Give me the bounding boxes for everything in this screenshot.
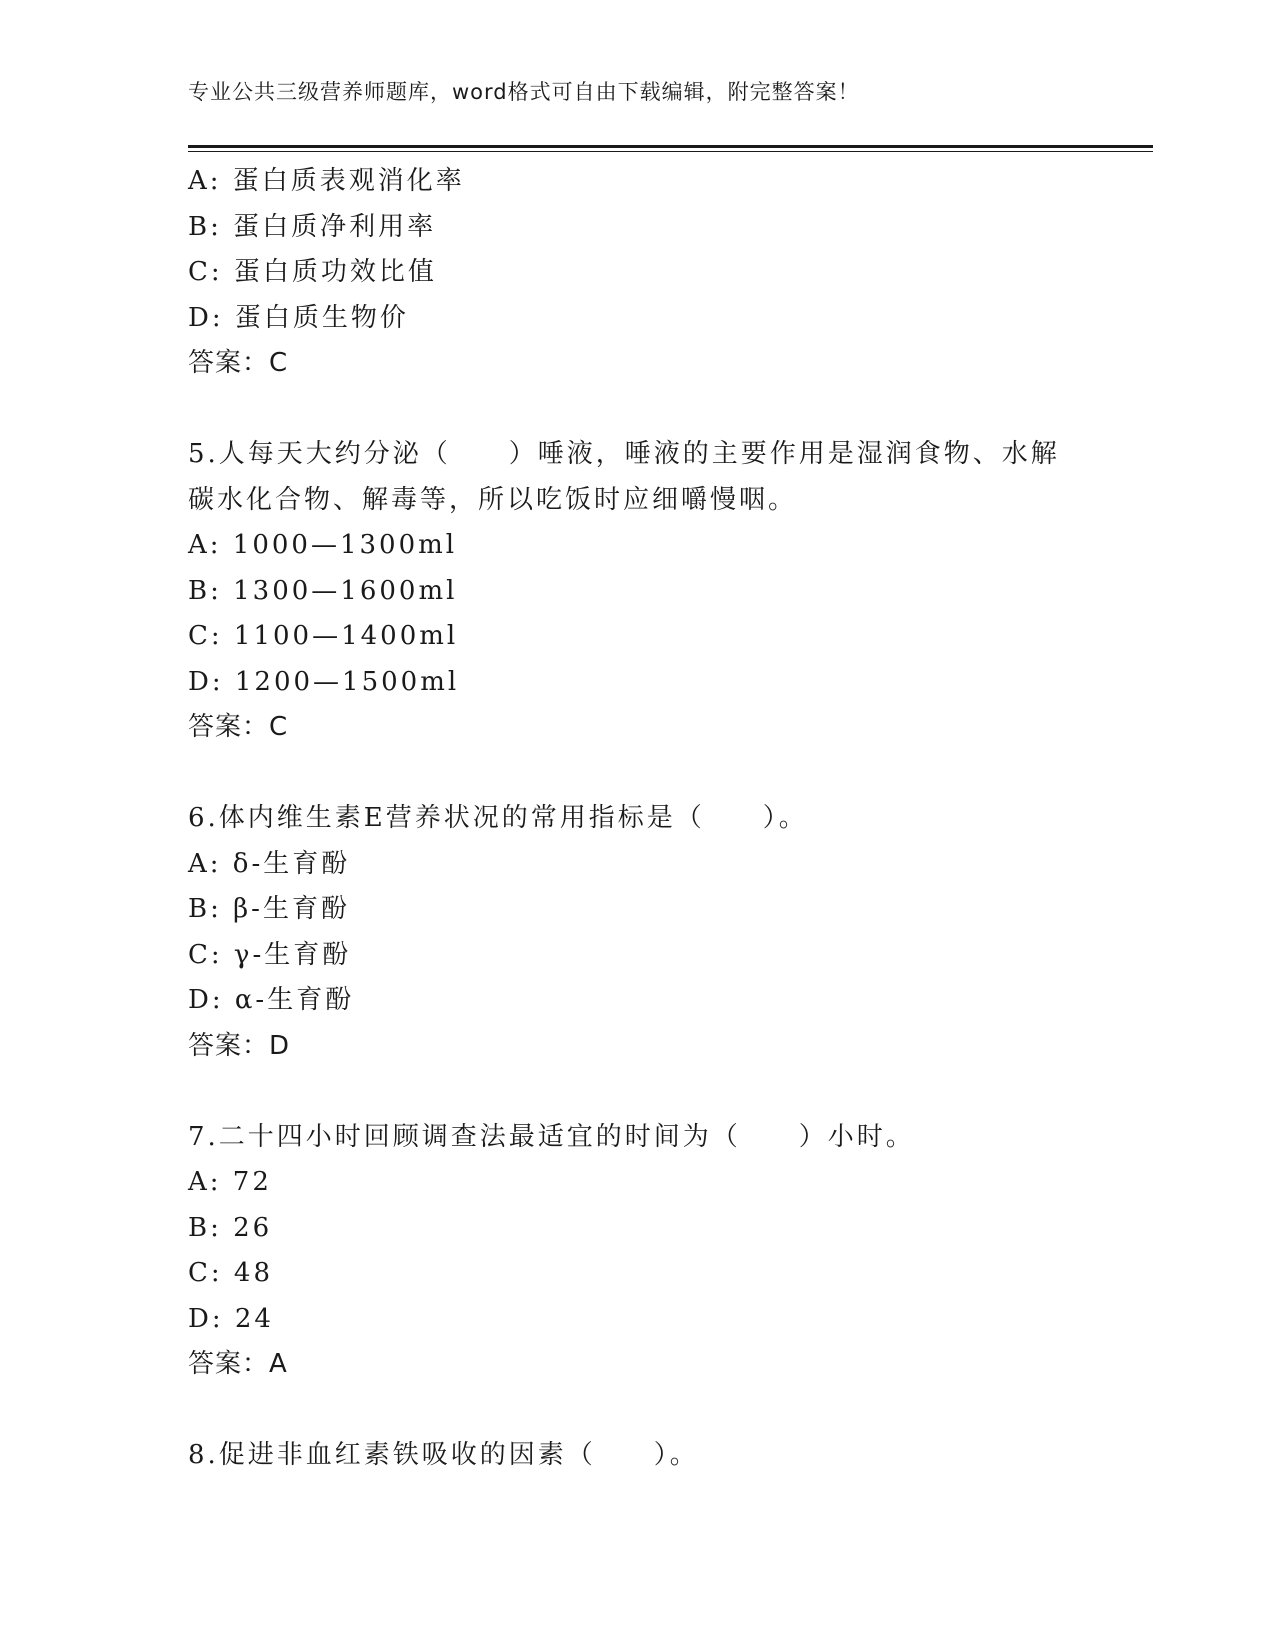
q6-option-a: A: δ-生育酚 <box>188 848 351 879</box>
q7-option-b: B: 26 <box>188 1212 273 1243</box>
q7-stem: 7.二十四小时回顾调查法最适宜的时间为（ ）小时。 <box>188 1121 915 1152</box>
spacer <box>188 751 1088 797</box>
header-rule-thick <box>188 145 1153 148</box>
q6-option-c: C: γ-生育酚 <box>188 939 352 970</box>
question-content <box>188 159 1088 1479</box>
spacer <box>188 387 1088 433</box>
q4-option-b: B: 蛋白质净利用率 <box>188 211 437 242</box>
q7-option-a: A: 72 <box>188 1167 272 1197</box>
q7-option-c: C: 48 <box>188 1258 274 1288</box>
q7-answer: 答案：A <box>188 1349 288 1379</box>
q5-stem-line-1: 5.人每天大约分泌（ ）唾液，唾液的主要作用是湿润食物、水解 <box>188 439 1060 469</box>
q4-answer: 答案：C <box>188 348 289 378</box>
q4-option-a: A: 蛋白质表观消化率 <box>188 166 465 196</box>
q5-option-b: B: 1300—1600ml <box>188 575 458 606</box>
q5-stem-line-2: 碳水化合物、解毒等，所以吃饭时应细嚼慢咽。 <box>188 484 798 515</box>
q8-stem: 8.促进非血红素铁吸收的因素（ ）。 <box>188 1440 699 1470</box>
spacer <box>188 1069 1088 1115</box>
q5-option-d: D: 1200—1500ml <box>188 666 460 697</box>
q6-answer: 答案：D <box>188 1030 291 1061</box>
page-header: 专业公共三级营养师题库，word格式可自由下载编辑，附完整答案！ <box>188 80 860 104</box>
header-rule-thin <box>188 151 1153 152</box>
q5-option-c: C: 1100—1400ml <box>188 621 459 651</box>
q4-option-d: D: 蛋白质生物价 <box>188 302 409 333</box>
q6-option-b: B: β-生育酚 <box>188 894 350 924</box>
spacer <box>188 1388 1088 1434</box>
q7-option-d: D: 24 <box>188 1303 274 1334</box>
q5-answer: 答案：C <box>188 712 289 742</box>
q6-stem: 6.体内维生素E营养状况的常用指标是（ ）。 <box>188 803 808 833</box>
q6-option-d: D: α-生育酚 <box>188 985 355 1015</box>
q5-option-a: A: 1000—1300ml <box>188 530 458 560</box>
q4-option-c: C: 蛋白质功效比值 <box>188 257 437 287</box>
